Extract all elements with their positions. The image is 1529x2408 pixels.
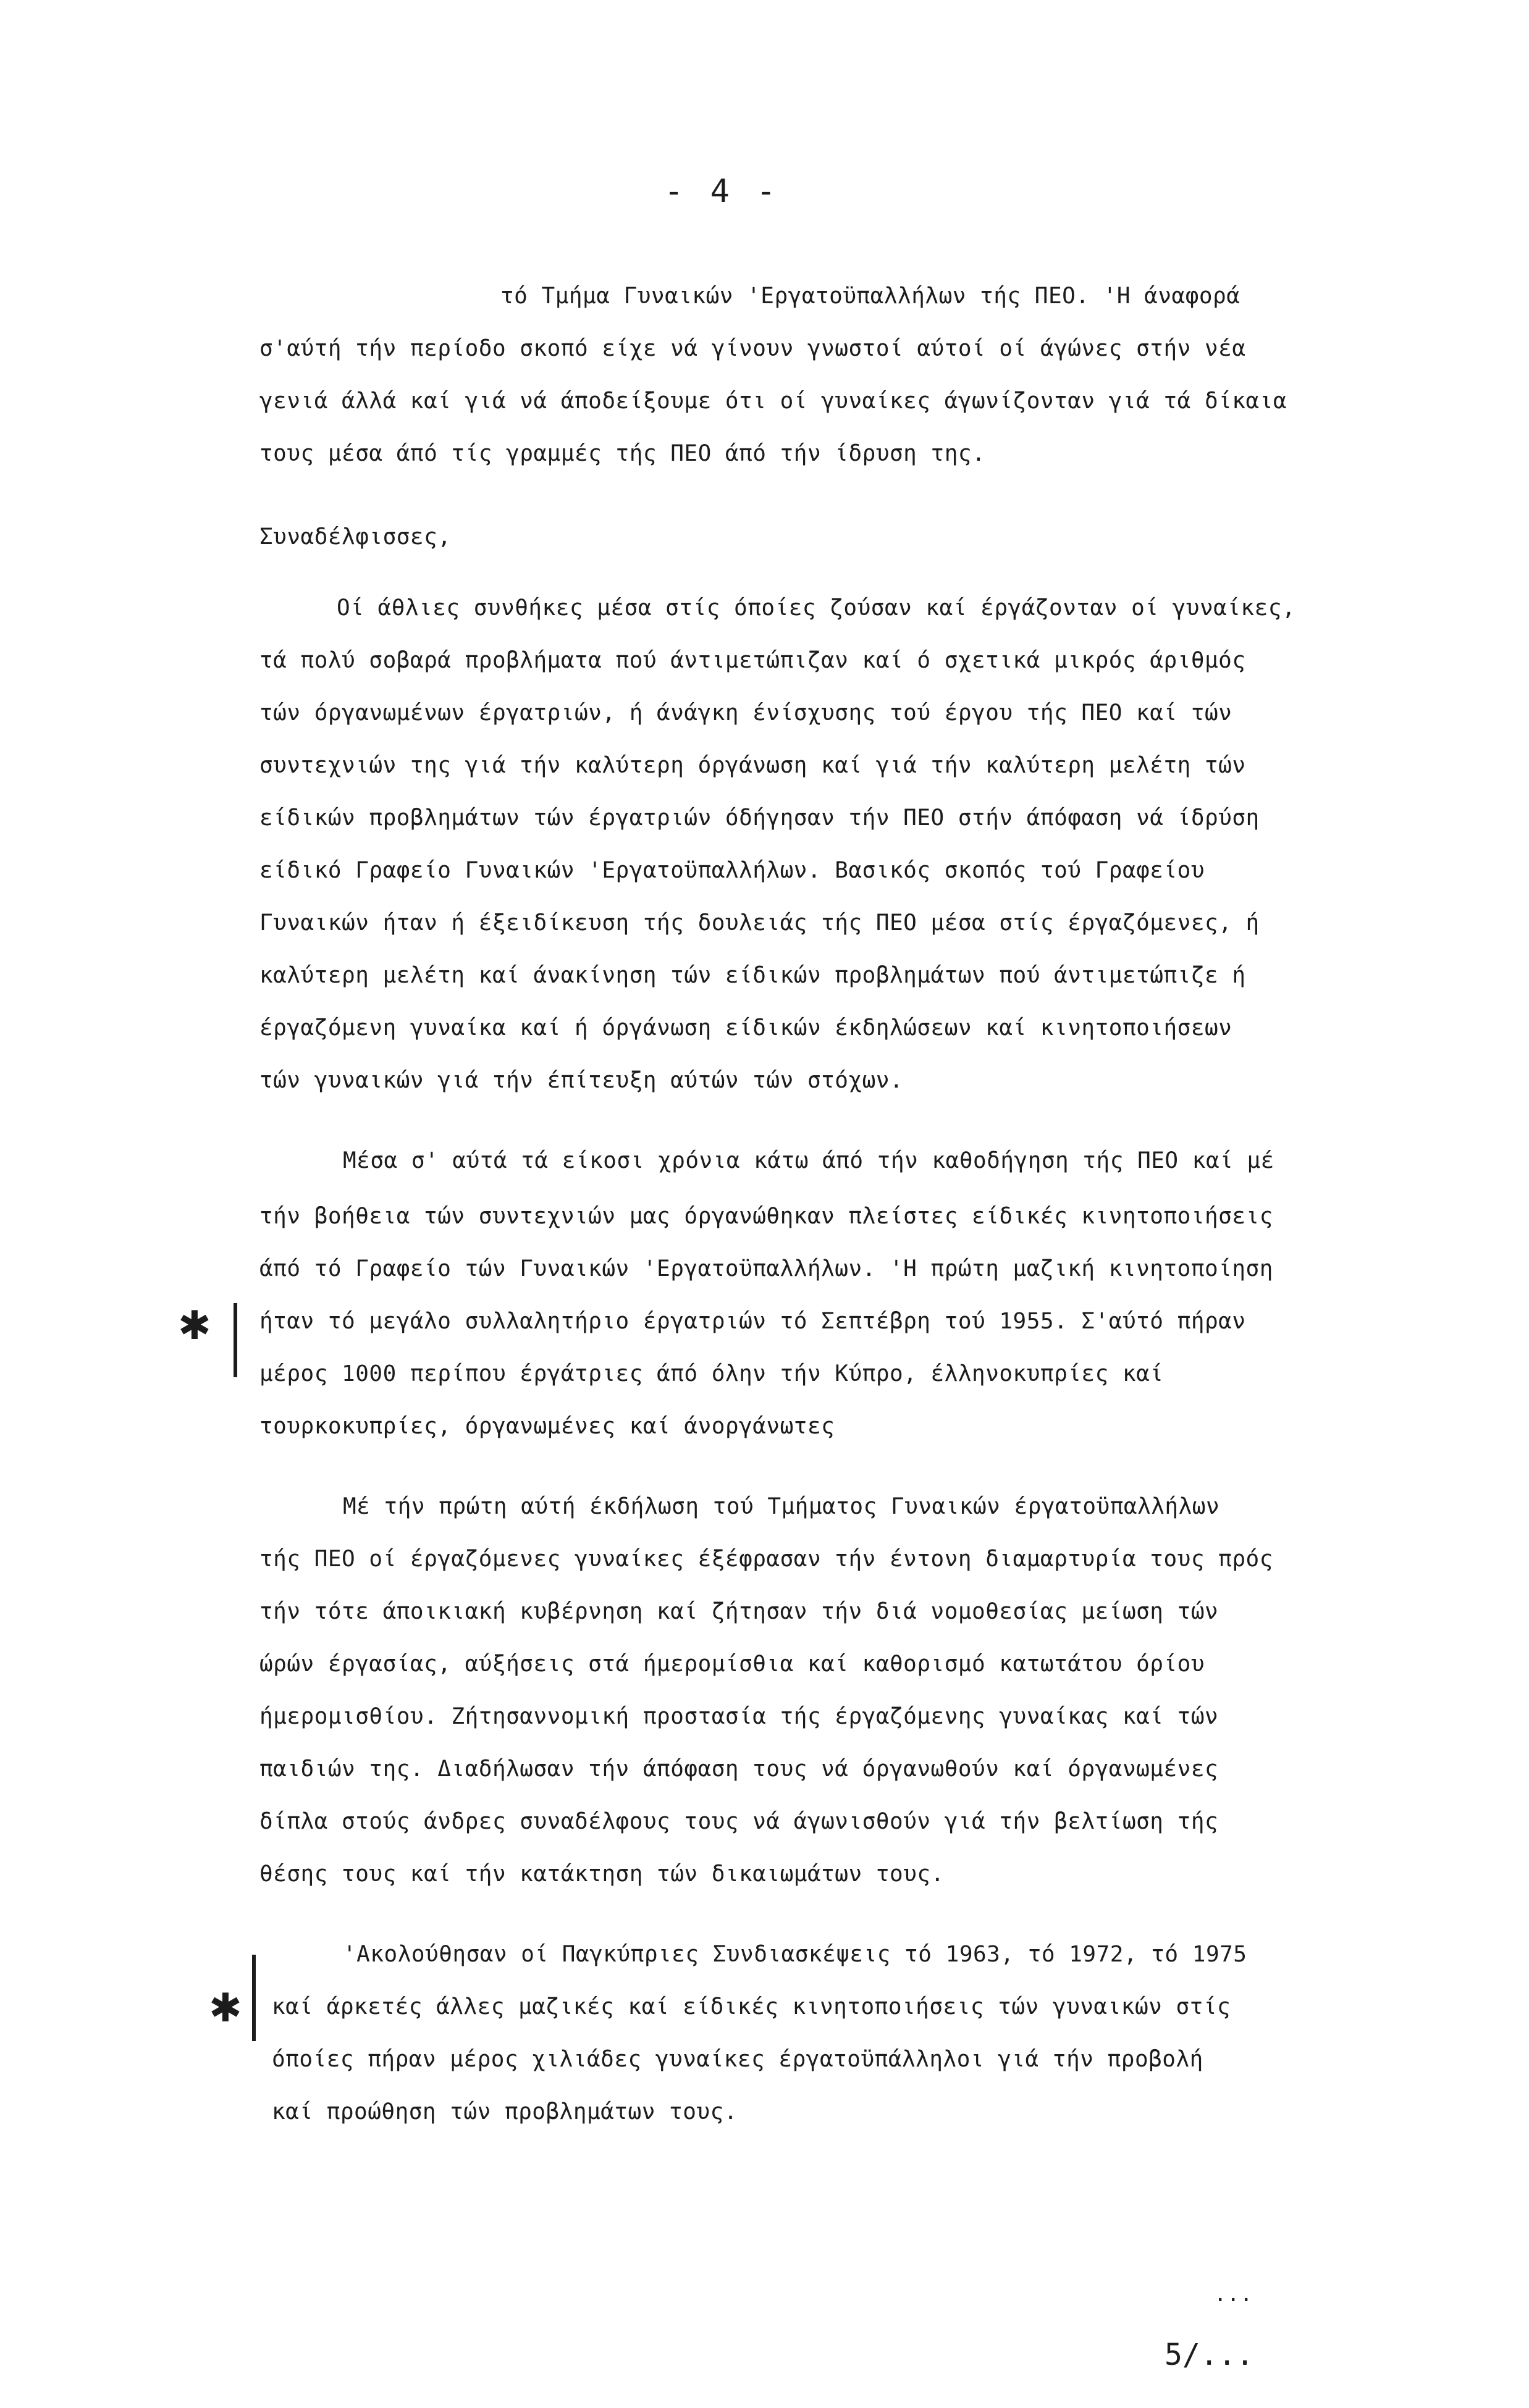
paragraph-4-line-1: Μέ τήν πρώτη αύτή έκδήλωση τού Τμήματος Γυναικών έργατοϋπαλλήλων — [343, 1494, 1220, 1519]
paragraph-2-line-3: τών όργανωμένων έργατριών, ή άνάγκη ένίσχυσης τού έργου τής ΠΕΟ καί τών — [259, 700, 1232, 726]
paragraph-2-line-10: τών γυναικών γιά τήν έπίτευξη αύτών τών στόχων. — [259, 1068, 904, 1093]
paragraph-1-line-1: τό Τμήμα Γυναικών 'Εργατοϋπαλλήλων τής ΠΕΟ. 'Η άναφορά — [500, 283, 1240, 309]
margin-asterisk-icon: ✱ — [209, 1986, 242, 2031]
paragraph-4-line-4: ώρών έργασίας, αύξήσεις στά ήμερομίσθια καί καθορισμό κατωτάτου όρίου — [259, 1651, 1205, 1677]
paragraph-5-line-3: όποίες πήραν μέρος χιλιάδες γυναίκες έργατοϋπάλληλοι γιά τήν προβολή — [272, 2047, 1203, 2072]
paragraph-5-line-4: καί προώθηση τών προβλημάτων τους. — [272, 2099, 738, 2125]
paragraph-2-line-6: είδικό Γραφείο Γυναικών 'Εργατοϋπαλλήλων. Βασικός σκοπός τού Γραφείου — [259, 858, 1205, 883]
paragraph-3-line-5: μέρος 1000 περίπου έργάτριες άπό όλην τήν Κύπρο, έλληνοκυπρίες καί — [259, 1361, 1164, 1386]
paragraph-4-line-3: τήν τότε άποικιακή κυβέρνηση καί ζήτησαν τήν διά νομοθεσίας μείωση τών — [259, 1599, 1219, 1624]
paragraph-1-line-4: τους μέσα άπό τίς γραμμές τής ΠΕΟ άπό τήν ίδρυση της. — [259, 441, 986, 466]
paragraph-2-line-4: συντεχνιών της γιά τήν καλύτερη όργάνωση καί γιά τήν καλύτερη μελέτη τών — [259, 753, 1246, 778]
paragraph-3-line-2: τήν βοήθεια τών συντεχνιών μας όργανώθηκαν πλείστες είδικές κινητοποιήσεις — [259, 1204, 1273, 1229]
continuation-dots: ... — [1214, 2282, 1253, 2307]
margin-bar — [234, 1303, 237, 1377]
paragraph-2-line-8: καλύτερη μελέτη καί άνακίνηση τών είδικών προβλημάτων πού άντιμετώπιζε ή — [259, 963, 1246, 988]
paragraph-2-line-9: έργαζόμενη γυναίκα καί ή όργάνωση είδικών έκδηλώσεων καί κινητοποιήσεων — [259, 1015, 1232, 1041]
margin-bar — [252, 1955, 256, 2041]
paragraph-4-line-8: θέσης τους καί τήν κατάκτηση τών δικαιωμάτων τους. — [259, 1861, 945, 1887]
margin-asterisk-icon: ✱ — [178, 1303, 211, 1349]
paragraph-2-line-7: Γυναικών ήταν ή έξειδίκευση τής δουλειάς τής ΠΕΟ μέσα στίς έργαζόμενες, ή — [259, 910, 1260, 936]
paragraph-3-line-6: τουρκοκυπρίες, όργανωμένες καί άνοργάνωτες — [259, 1414, 835, 1439]
paragraph-1-line-3: γενιά άλλά καί γιά νά άποδείξουμε ότι οί γυναίκες άγωνίζονταν γιά τά δίκαια — [259, 388, 1287, 414]
paragraph-4-line-7: δίπλα στούς άνδρες συναδέλφους τους νά άγωνισθούν γιά τήν βελτίωση τής — [259, 1809, 1219, 1834]
paragraph-5-line-2: καί άρκετές άλλες μαζικές καί είδικές κινητοποιήσεις τών γυναικών στίς — [272, 1994, 1231, 2020]
paragraph-1-line-2: σ'αύτή τήν περίοδο σκοπό είχε νά γίνουν γνωστοί αύτοί οί άγώνες στήν νέα — [259, 336, 1246, 361]
paragraph-2-line-5: είδικών προβλημάτων τών έργατριών όδήγησαν τήν ΠΕΟ στήν άπόφαση νά ίδρύση — [259, 805, 1260, 831]
paragraph-4-line-6: παιδιών της. Διαδήλωσαν τήν άπόφαση τους νά όργανωθούν καί όργανωμένες — [259, 1756, 1219, 1782]
paragraph-5-line-1: 'Ακολούθησαν οί Παγκύπριες Συνδιασκέψεις τό 1963, τό 1972, τό 1975 — [343, 1942, 1247, 1967]
paragraph-4-line-5: ήμερομισθίου. Ζήτησαννομική προστασία τής έργαζόμενης γυναίκας καί τών — [259, 1704, 1219, 1729]
salutation: Συναδέλφισσες, — [259, 524, 452, 550]
paragraph-3-line-3: άπό τό Γραφείο τών Γυναικών 'Εργατοϋπαλλήλων. 'Η πρώτη μαζική κινητοποίηση — [259, 1256, 1273, 1282]
page-number: - 4 - — [664, 173, 780, 210]
paragraph-2-line-2: τά πολύ σοβαρά προβλήματα πού άντιμετώπιζαν καί ό σχετικά μικρός άριθμός — [259, 648, 1246, 673]
paragraph-3-line-4: ήταν τό μεγάλο συλλαλητήριο έργατριών τό Σεπτέβρη τού 1955. Σ'αύτό πήραν — [259, 1309, 1246, 1334]
paragraph-4-line-2: τής ΠΕΟ οί έργαζόμενες γυναίκες έξέφρασαν τήν έντονη διαμαρτυρία τους πρός — [259, 1546, 1273, 1572]
paragraph-2-line-1: Οί άθλιες συνθήκες μέσα στίς όποίες ζούσαν καί έργάζονταν οί γυναίκες, — [337, 595, 1296, 621]
next-page-reference: 5/... — [1165, 2338, 1254, 2372]
paragraph-3-line-1: Μέσα σ' αύτά τά είκοσι χρόνια κάτω άπό τήν καθοδήγηση τής ΠΕΟ καί μέ — [343, 1148, 1274, 1173]
